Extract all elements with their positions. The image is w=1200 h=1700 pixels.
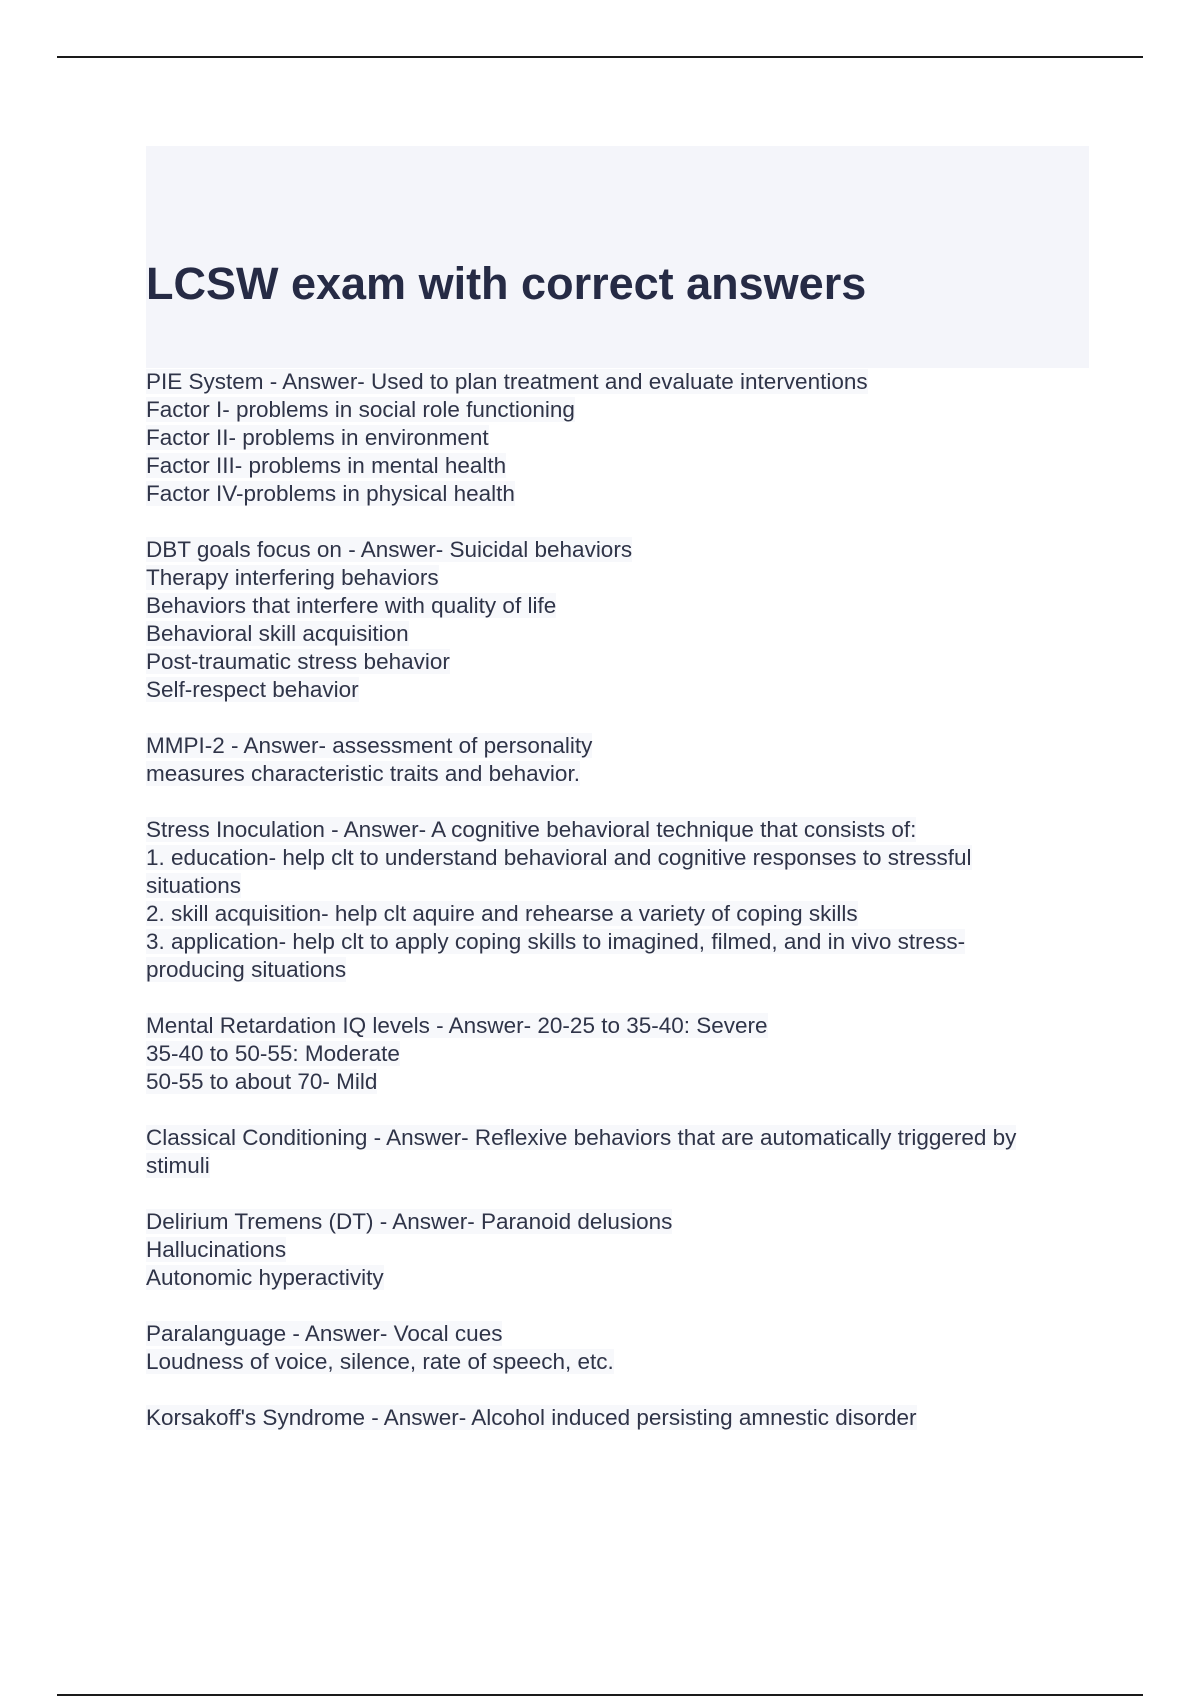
qa-line: Classical Conditioning - Answer- Reflexive behaviors that are automatically triggered by — [146, 1125, 1017, 1150]
qa-entry-paralanguage — [146, 1320, 1096, 1376]
qa-line: Factor III- problems in mental health — [146, 453, 507, 478]
qa-line: Korsakoff's Syndrome - Answer- Alcohol induced persisting amnestic disorder — [146, 1405, 917, 1430]
qa-line: 35-40 to 50-55: Moderate — [146, 1041, 400, 1066]
bottom-rule — [57, 1694, 1143, 1696]
qa-line: Factor II- problems in environment — [146, 425, 489, 450]
qa-line: Loudness of voice, silence, rate of speech, etc. — [146, 1349, 614, 1374]
top-rule — [57, 56, 1143, 58]
qa-line: Paralanguage - Answer- Vocal cues — [146, 1321, 503, 1346]
qa-line: Self-respect behavior — [146, 677, 359, 702]
qa-entry-dbt-goals — [146, 536, 1096, 704]
qa-list — [146, 368, 1096, 1460]
qa-line: Delirium Tremens (DT) - Answer- Paranoid delusions — [146, 1209, 673, 1234]
qa-line: DBT goals focus on - Answer- Suicidal behaviors — [146, 537, 633, 562]
qa-line: Post-traumatic stress behavior — [146, 649, 450, 674]
qa-line: 2. skill acquisition- help clt aquire and rehearse a variety of coping skills — [146, 901, 858, 926]
qa-entry-korsakoff — [146, 1404, 1096, 1432]
qa-line: PIE System - Answer- Used to plan treatment and evaluate interventions — [146, 369, 868, 394]
qa-line: Stress Inoculation - Answer- A cognitive behavioral technique that consists of: — [146, 817, 917, 842]
qa-line: Mental Retardation IQ levels - Answer- 20-25 to 35-40: Severe — [146, 1013, 768, 1038]
qa-line: situations — [146, 873, 242, 898]
document-title: LCSW exam with correct answers — [146, 258, 867, 309]
qa-line: measures characteristic traits and behavior. — [146, 761, 580, 786]
qa-entry-mental-retardation-iq — [146, 1012, 1096, 1096]
qa-line: Behavioral skill acquisition — [146, 621, 409, 646]
qa-line: Behaviors that interfere with quality of life — [146, 593, 557, 618]
qa-line: producing situations — [146, 957, 347, 982]
qa-line: Factor I- problems in social role functioning — [146, 397, 575, 422]
qa-line: MMPI-2 - Answer- assessment of personality — [146, 733, 593, 758]
qa-line: Therapy interfering behaviors — [146, 565, 439, 590]
qa-line: 50-55 to about 70- Mild — [146, 1069, 378, 1094]
qa-entry-stress-inoculation — [146, 816, 1096, 984]
qa-line: Autonomic hyperactivity — [146, 1265, 384, 1290]
qa-line: Hallucinations — [146, 1237, 287, 1262]
qa-line: 3. application- help clt to apply coping skills to imagined, filmed, and in vivo stress- — [146, 929, 966, 954]
qa-entry-delirium-tremens — [146, 1208, 1096, 1292]
qa-line: Factor IV-problems in physical health — [146, 481, 515, 506]
qa-entry-mmpi-2 — [146, 732, 1096, 788]
qa-entry-pie-system — [146, 368, 1096, 508]
qa-line: 1. education- help clt to understand behavioral and cognitive responses to stressful — [146, 845, 972, 870]
qa-line: stimuli — [146, 1153, 210, 1178]
qa-entry-classical-conditioning — [146, 1124, 1096, 1180]
